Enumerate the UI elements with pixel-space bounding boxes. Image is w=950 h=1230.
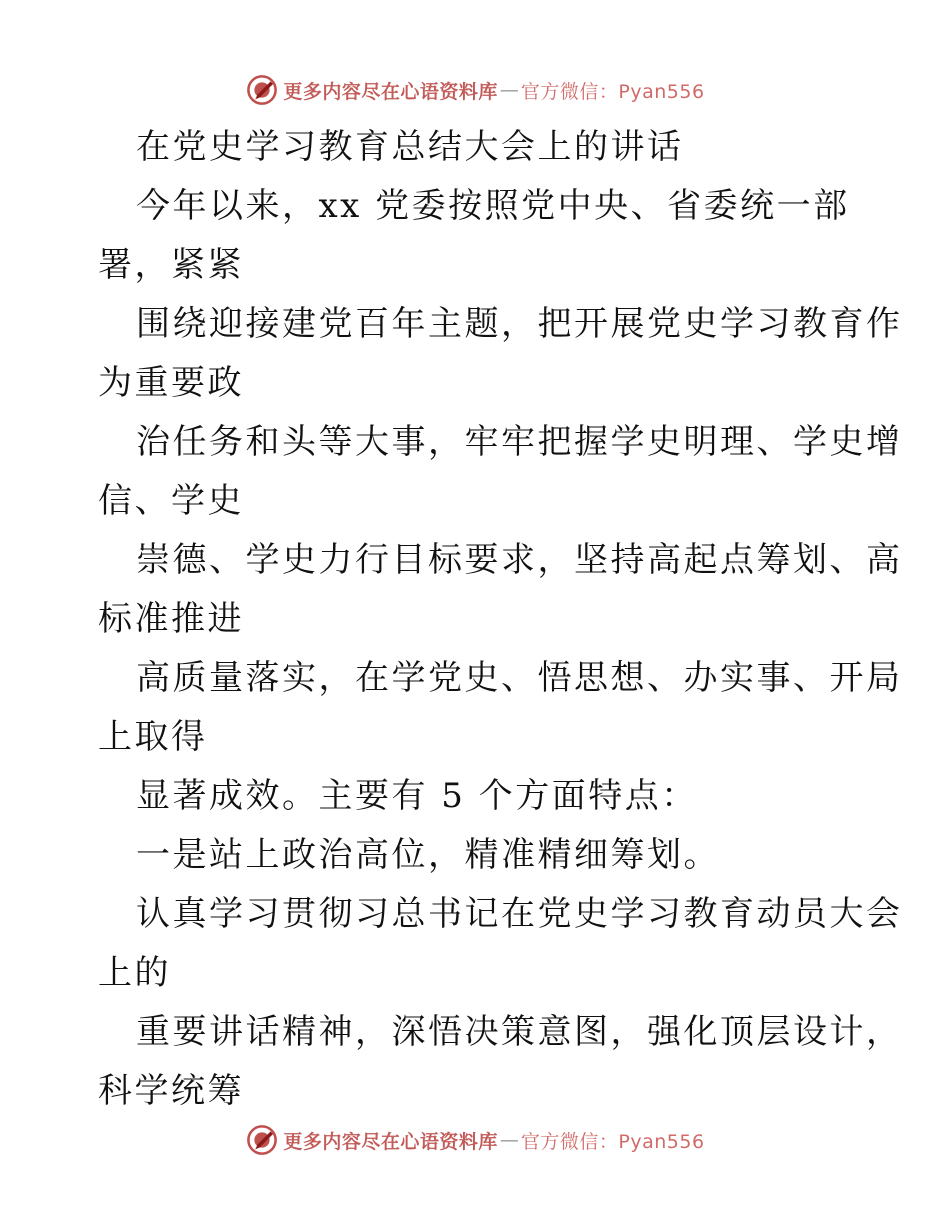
text-line: 崇德、学史力行目标要求，坚持高起点筹划、高 — [136, 540, 903, 580]
document-title: 在党史学习教育总结大会上的讲话 — [136, 127, 684, 167]
text-line: 上取得 — [98, 717, 208, 757]
text-line: 一是站上政治高位，精准精细筹划。 — [136, 835, 720, 875]
watermark-dash: — — [499, 1129, 519, 1151]
text-line: 认真学习贯彻习总书记在党史学习教育动员大会 — [136, 894, 903, 934]
text-line: 围绕迎接建党百年主题，把开展党史学习教育作 — [136, 304, 903, 344]
watermark-contact: 官方微信：Pyan556 — [520, 80, 705, 103]
text-line: 信、学史 — [98, 481, 244, 521]
text-line: 上的 — [98, 953, 171, 993]
text-line: 署，紧紧 — [98, 245, 244, 285]
text-line: 今年以来，xx 党委按照党中央、省委统一部 — [136, 186, 850, 226]
logo-icon — [245, 73, 279, 107]
document-body — [98, 118, 903, 1121]
text-line: 标准推进 — [98, 599, 244, 639]
text-line: 高质量落实，在学党史、悟思想、办实事、开局 — [136, 658, 903, 698]
watermark-dash: — — [499, 79, 519, 101]
text-line: 重要讲话精神，深悟决策意图，强化顶层设计， — [136, 1012, 903, 1052]
text-line: 显著成效。主要有 5 个方面特点： — [136, 776, 698, 816]
footer-watermark — [0, 1120, 950, 1160]
text-line: 科学统筹 — [98, 1071, 244, 1111]
logo-icon — [245, 1123, 279, 1157]
text-line: 治任务和头等大事，牢牢把握学史明理、学史增 — [136, 422, 903, 462]
text-line: 为重要政 — [98, 363, 244, 403]
header-watermark — [0, 70, 950, 110]
watermark-contact: 官方微信：Pyan556 — [520, 1130, 705, 1153]
watermark-text: 更多内容尽在心语资料库 — [283, 1130, 498, 1153]
watermark-text: 更多内容尽在心语资料库 — [283, 80, 498, 103]
